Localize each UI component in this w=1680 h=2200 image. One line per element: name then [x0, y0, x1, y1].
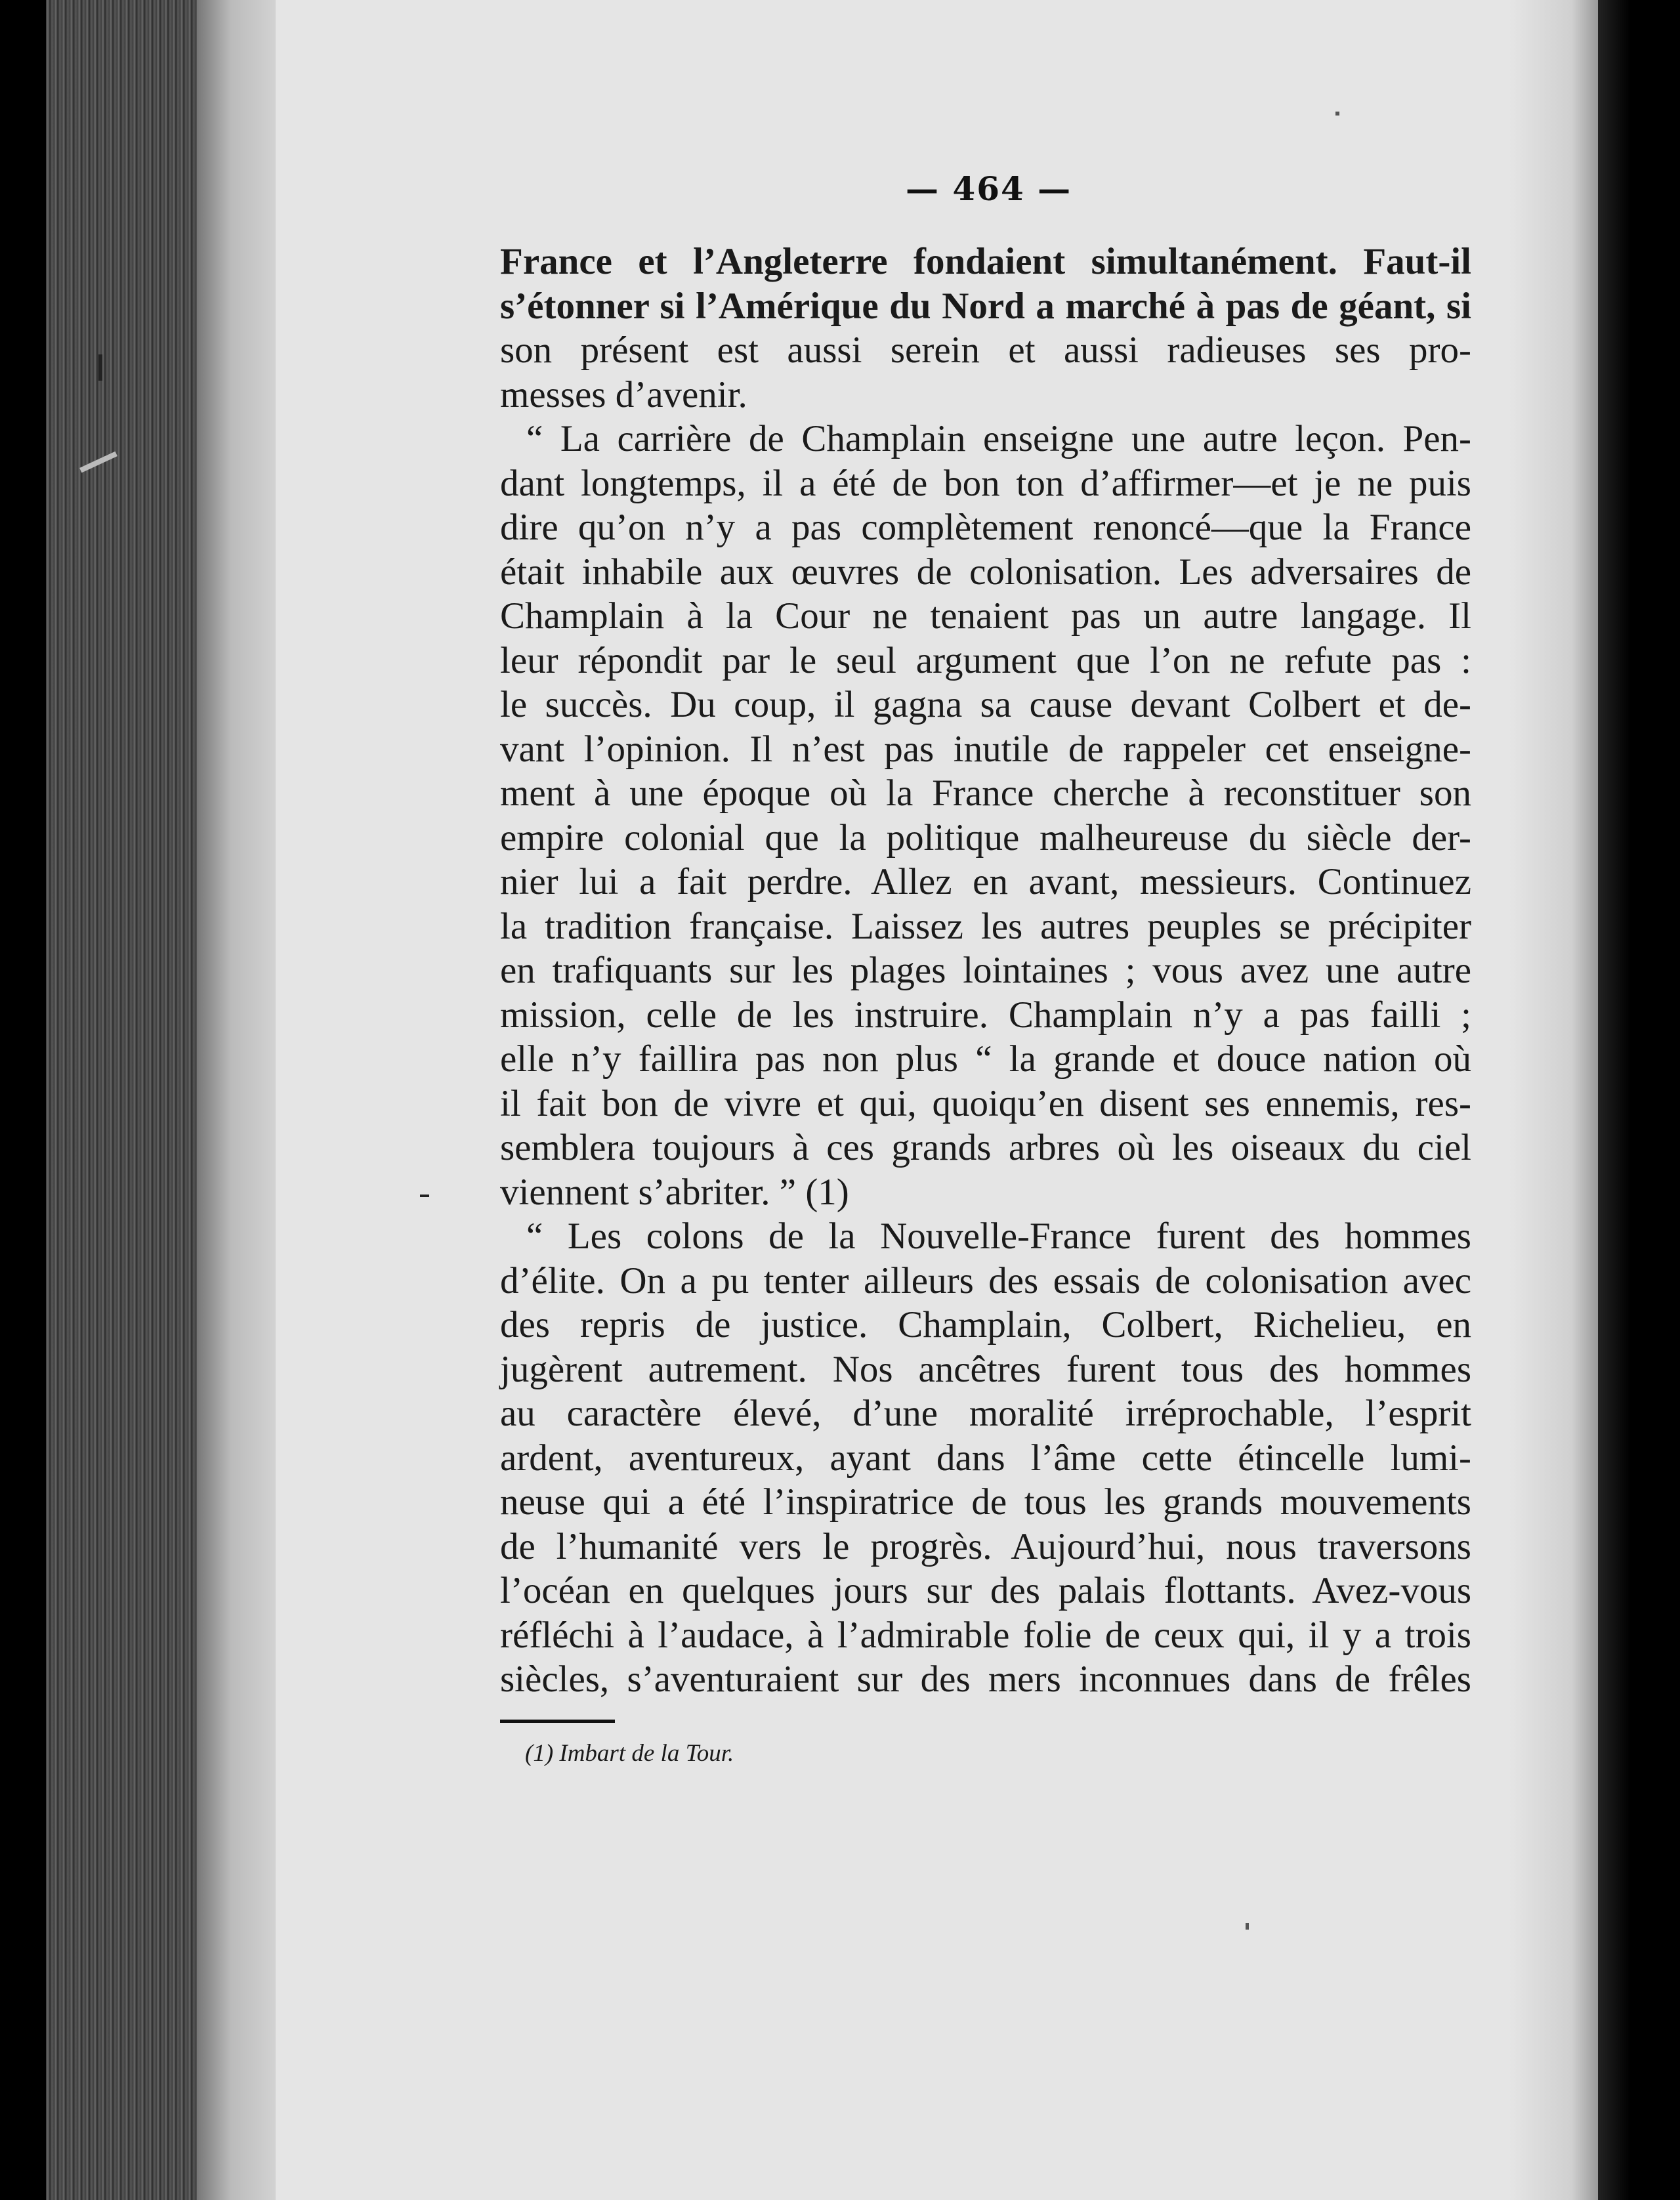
text-line: était inhabile aux œuvres de colonisation. Les adversaires de — [500, 551, 1471, 593]
text-line: l’océan en quelques jours sur des palais flottants. Avez-vous — [500, 1570, 1471, 1611]
text-line: semblera toujours à ces grands arbres où les oiseaux du ciel — [500, 1127, 1471, 1168]
page-right-margin — [1509, 0, 1598, 2200]
text-line: la tradition française. Laissez les autres peuples se précipiter — [500, 905, 1471, 947]
text-line: au caractère élevé, d’une moralité irréprochable, l’esprit — [500, 1393, 1471, 1434]
paragraph-1 — [500, 240, 1471, 417]
text-line: neuse qui a été l’inspiratrice de tous les grands mouvements — [500, 1481, 1471, 1523]
text-line: empire colonial que la politique malheureuse du siècle der- — [500, 816, 1471, 858]
footnote: (1) Imbart de la Tour. — [525, 1740, 734, 1767]
text-line: France et l’Angleterre fondaient simultanément. Faut-il — [500, 241, 1471, 282]
text-line: messes d’avenir. — [500, 373, 747, 415]
text-line: “ Les colons de la Nouvelle-France furent des hommes — [526, 1216, 1471, 1257]
scan-speck — [420, 1195, 429, 1197]
text-line: il fait bon de vivre et qui, quoiqu’en disent ses ennemis, res- — [500, 1082, 1471, 1124]
text-line: des repris de justice. Champlain, Colbert, Richelieu, en — [500, 1304, 1471, 1345]
text-line: “ La carrière de Champlain enseigne une autre leçon. Pen- — [526, 418, 1471, 459]
text-line: viennent s’abriter. ” (1) — [500, 1171, 849, 1213]
scan-speck — [98, 354, 102, 381]
text-line: dant longtemps, il a été de bon ton d’affirmer—et je ne puis — [500, 462, 1471, 504]
body-text — [500, 240, 1471, 1702]
scan-speck — [1246, 1923, 1249, 1930]
text-line: elle n’y faillira pas non plus “ la grande et douce nation où — [500, 1038, 1471, 1080]
paragraph-3 — [500, 1214, 1471, 1702]
text-line: en trafiquants sur les plages lointaines ; vous avez une autre — [500, 950, 1471, 991]
paragraph-2 — [500, 417, 1471, 1214]
text-line: d’élite. On a pu tenter ailleurs des essais de colonisation avec — [500, 1259, 1471, 1301]
page-number: — 464 — — [906, 169, 1072, 208]
text-line: mission, celle de les instruire. Champlain n’y a pas failli ; — [500, 994, 1471, 1036]
text-line: s’étonner si l’Amérique du Nord a marché à pas de géant, si — [500, 285, 1471, 327]
text-line: siècles, s’aventuraient sur des mers inconnues dans de frêles — [500, 1659, 1471, 1700]
text-line: jugèrent autrement. Nos ancêtres furent tous des hommes — [500, 1348, 1471, 1390]
page-gutter — [197, 0, 282, 2200]
text-line: ment à une époque où la France cherche à reconstituer son — [500, 772, 1471, 814]
text-line: leur répondit par le seul argument que l’on ne refute pas : — [500, 639, 1471, 681]
text-line: dire qu’on n’y a pas complètement renoncé—que la France — [500, 507, 1471, 548]
text-line: réfléchi à l’audace, à l’admirable folie de ceux qui, il y a trois — [500, 1614, 1471, 1656]
text-line: de l’humanité vers le progrès. Aujourd’hui, nous traversons — [500, 1525, 1471, 1567]
text-line: son présent est aussi serein et aussi radieuses ses pro- — [500, 329, 1471, 371]
text-line: Champlain à la Cour ne tenaient pas un autre langage. Il — [500, 595, 1471, 637]
footnote-rule — [500, 1720, 615, 1723]
text-line: vant l’opinion. Il n’est pas inutile de rappeler cet enseigne- — [500, 728, 1471, 770]
text-line: le succès. Du coup, il gagna sa cause devant Colbert et de- — [500, 684, 1471, 725]
text-line: ardent, aventureux, ayant dans l’âme cette étincelle lumi- — [500, 1437, 1471, 1479]
text-line: nier lui a fait perdre. Allez en avant, messieurs. Continuez — [500, 861, 1471, 902]
page-shadow — [1598, 0, 1680, 2200]
scan-speck — [1335, 112, 1339, 116]
